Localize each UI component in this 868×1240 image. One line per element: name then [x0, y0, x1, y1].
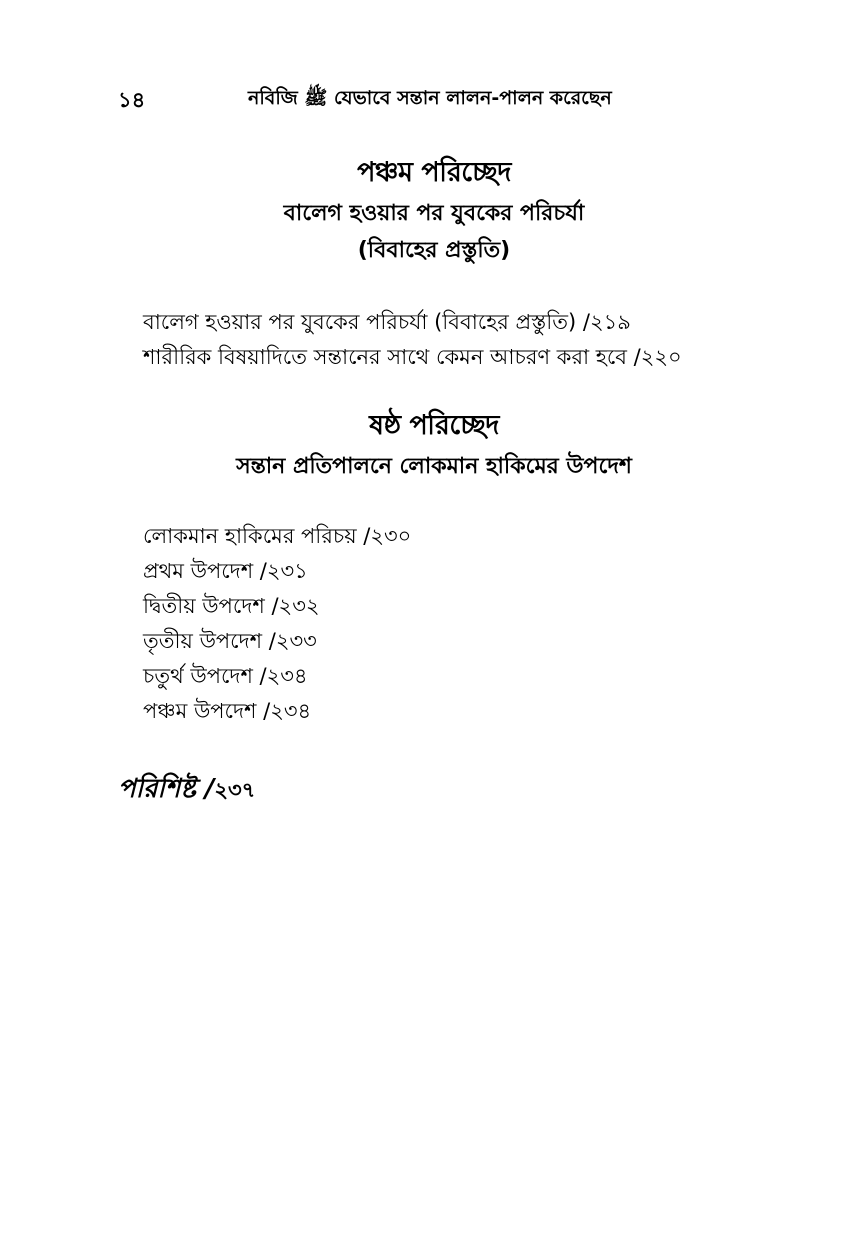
chapter6-title: ষষ্ঠ পরিচ্ছেদ — [369, 410, 499, 441]
chapter6-toc — [143, 519, 411, 729]
toc-entry: দ্বিতীয় উপদেশ /২৩২ — [143, 594, 320, 618]
chapter5-subtitle: বালেগ হওয়ার পর যুবকের পরিচর্যা — [283, 201, 585, 226]
appendix-entry — [118, 768, 255, 812]
toc-entry: তৃতীয় উপদেশ /২৩৩ — [143, 629, 317, 653]
page-number: ১৪ — [118, 88, 146, 112]
book-title: নবিজি ﷺ যেভাবে সন্তান লালন-পালন করেছেন — [248, 87, 612, 109]
chapter6-subtitle: সন্তান প্রতিপালনে লোকমান হাকিমের উপদেশ — [236, 454, 632, 479]
toc-entry: বালেগ হওয়ার পর যুবকের পরিচর্যা (বিবাহের প্রস্তুতি) /২১৯ — [143, 310, 631, 334]
toc-entry: শারীরিক বিষয়াদিতে সন্তানের সাথে কেমন আচরণ করা হবে /২২০ — [143, 345, 682, 369]
chapter5-toc — [143, 305, 682, 375]
toc-entry: প্রথম উপদেশ /২৩১ — [143, 559, 308, 583]
chapter5-title: পঞ্চম পরিচ্ছেদ — [357, 157, 511, 188]
toc-entry: লোকমান হাকিমের পরিচয় /২৩০ — [143, 524, 412, 548]
chapter5-subtitle-2: (বিবাহের প্রস্তুতি) — [357, 238, 511, 263]
running-header — [118, 84, 678, 114]
toc-entry: পঞ্চম উপদেশ /২৩৪ — [143, 699, 312, 723]
appendix-page-number: ২৩৭ — [214, 778, 256, 802]
toc-entry: চতুর্থ উপদেশ /২৩৪ — [143, 664, 308, 688]
appendix-label: পরিশিষ্ট / — [118, 774, 215, 804]
